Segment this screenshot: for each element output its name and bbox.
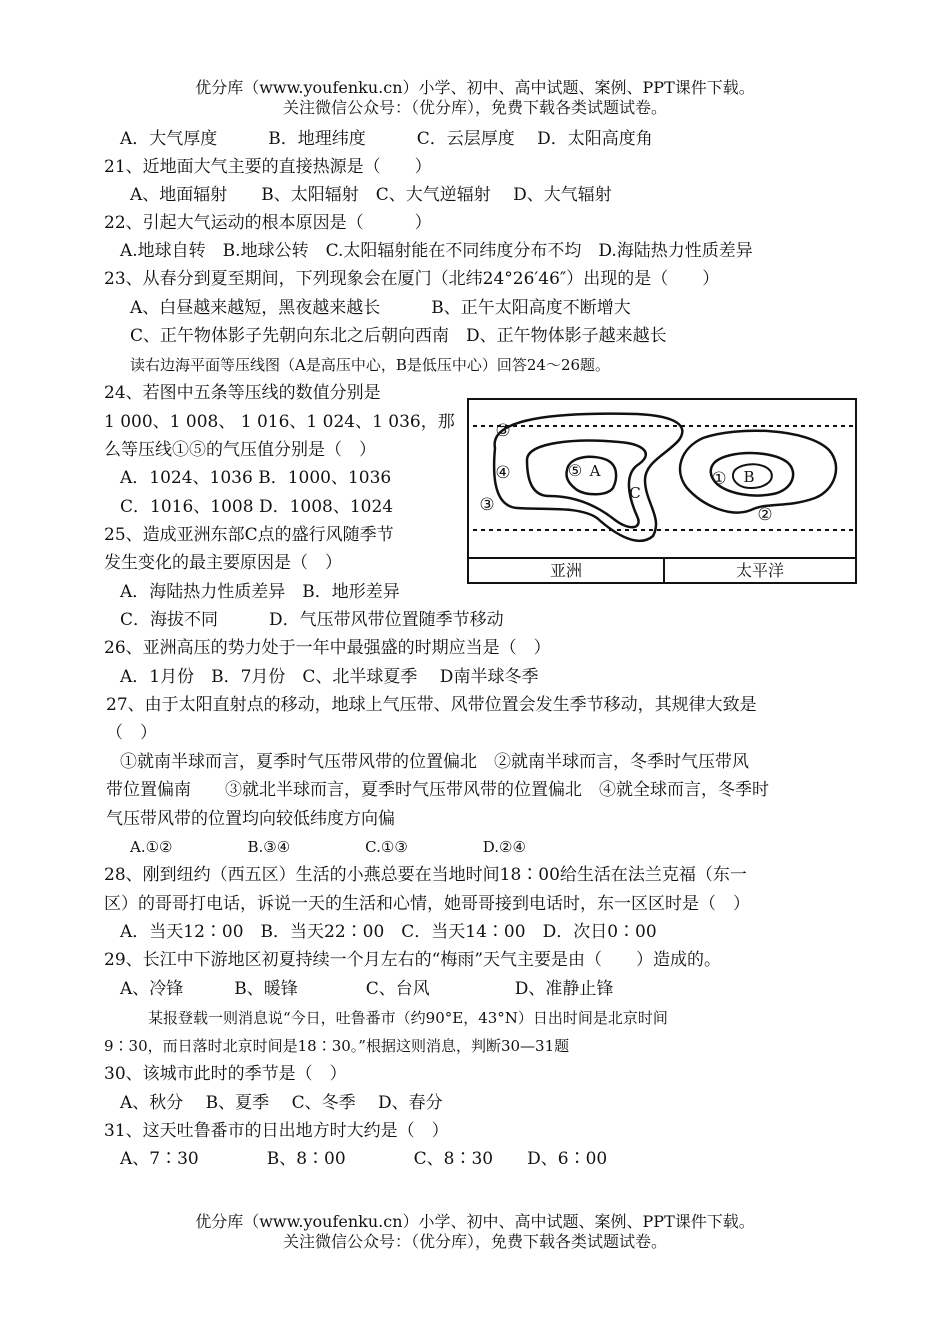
news-intro-1: 某报登载一则消息说“今日，吐鲁番市（约90°E，43°N）日出时间是北京时间 [148,1009,668,1027]
label-point-b: B [743,468,755,486]
q30-stem: 30、该城市此时的季节是（ ） [104,1064,347,1084]
q29-stem: 29、长江中下游地区初夏持续一个月左右的“梅雨”天气主要是由（ ）造成的。 [104,950,722,970]
q27-stem-1: 27、由于太阳直射点的移动，地球上气压带、风带位置会发生季节移动，其规律大致是 [106,695,757,715]
q31-options: A、7∶30 B、8∶00 C、8∶30 D、6∶00 [120,1149,608,1169]
label-circle3-top: ③ [495,421,511,441]
q23-options-ab: A、白昼越来越短，黑夜越来越长 B、正午太阳高度不断增大 [130,298,631,318]
q27-statement-1: ①就南半球而言，夏季时气压带风带的位置偏北 ②就南半球而言，冬季时气压带风 [120,752,749,772]
footer-line-2: 关注微信公众号：（优分库），免费下载各类试题试卷。 [282,1232,667,1251]
q30-options: A、秋分 B、夏季 C、冬季 D、春分 [120,1093,443,1113]
news-intro-2: 9∶30，而日落时北京时间是18∶30。”根据这则消息，判断30—31题 [104,1037,570,1055]
figure-intro: 读右边海平面等压线图（A是高压中心，B是低压中心）回答24～26题。 [130,356,611,374]
footer-line-1: 优分库（www.youfenku.cn）小学、初中、高中试题、案例、PPT课件下载。 [195,1212,755,1231]
q31-stem: 31、这天吐鲁番市的日出地方时大约是（ ） [104,1121,449,1141]
q28-stem-2: 区）的哥哥打电话，诉说一天的生活和心情，她哥哥接到电话时，东一区区时是（ ） [104,894,750,914]
q20-options: A．大气厚度 B．地理纬度 C．云层厚度 D．太阳高度角 [120,129,653,149]
q29-options: A、冷锋 B、暖锋 C、台风 D、准静止锋 [120,979,614,999]
q27-options: A.①② B.③④ C.①③ D.②④ [130,838,526,856]
q27-statement-3: 气压带风带的位置均向较低纬度方向偏 [106,809,395,829]
isobar-outer-a [494,414,682,541]
label-circle4: ④ [495,463,511,483]
q22-stem: 22、引起大气运动的根本原因是（ ） [104,213,432,233]
label-circle2: ② [757,505,773,525]
q27-statement-2: 带位置偏南 ③就北半球而言，夏季时气压带风带的位置偏北 ④就全球而言，冬季时 [106,780,769,800]
map-frame [468,399,856,583]
label-point-a: A [589,462,601,480]
q24-stem-2: 1 000、1 008、 1 016、1 024、1 036，那 [104,412,455,432]
q23-options-cd: C、正午物体影子先朝向东北之后朝向西南 D、正午物体影子越来越长 [130,326,667,346]
isobar-map-figure [467,398,857,584]
q28-stem-1: 28、刚到纽约（西五区）生活的小燕总要在当地时间18∶00给生活在法兰克福（东一 [104,865,747,885]
label-circle1: ① [711,469,727,489]
q22-options: A.地球自转 B.地球公转 C.太阳辐射能在不同纬度分布不均 D.海陆热力性质差异 [120,241,753,261]
q26-options: A．1月份 B．7月份 C、北半球夏季 D南半球冬季 [120,667,539,687]
q25-options-ab: A．海陆热力性质差异 B．地形差异 [120,582,400,602]
q21-options: A、地面辐射 B、太阳辐射 C、大气逆辐射 D、大气辐射 [130,185,612,205]
q25-stem-1: 25、造成亚洲东部C点的盛行风随季节 [104,525,394,545]
q28-options: A．当天12∶00 B．当天22∶00 C．当天14∶00 D．次日0∶00 [120,922,657,942]
q25-stem-2: 发生变化的最主要原因是（ ） [104,553,342,573]
q23-stem: 23、从春分到夏至期间，下列现象会在厦门（北纬24°26′46″）出现的是（ ） [104,269,720,289]
label-point-c: C [629,484,641,502]
q21-stem: 21、近地面大气主要的直接热源是（ ） [104,157,432,177]
label-circle5: ⑤ [567,461,583,480]
q25-options-cd: C．海拔不同 D．气压带风带位置随季节移动 [120,610,504,630]
isobar-outer-b [680,431,836,513]
q24-options-cd: C．1016、1008 D．1008、1024 [120,497,394,517]
q24-stem-3: 么等压线①⑤的气压值分别是（ ） [104,440,376,460]
q24-options-ab: A．1024、1036 B．1000、1036 [120,468,392,488]
header-line-2: 关注微信公众号：（优分库），免费下载各类试题试卷。 [282,98,667,117]
q26-stem: 26、亚洲高压的势力处于一年中最强盛的时期应当是（ ） [104,638,551,658]
header-line-1: 优分库（www.youfenku.cn）小学、初中、高中试题、案例、PPT课件下载。 [195,78,755,97]
q24-stem-1: 24、若图中五条等压线的数值分别是 [104,383,381,403]
q27-stem-2: （ ） [106,723,157,743]
legend-pacific: 太平洋 [735,561,785,580]
legend-asia: 亚洲 [549,561,583,580]
label-circle3-bottom: ③ [479,495,495,515]
